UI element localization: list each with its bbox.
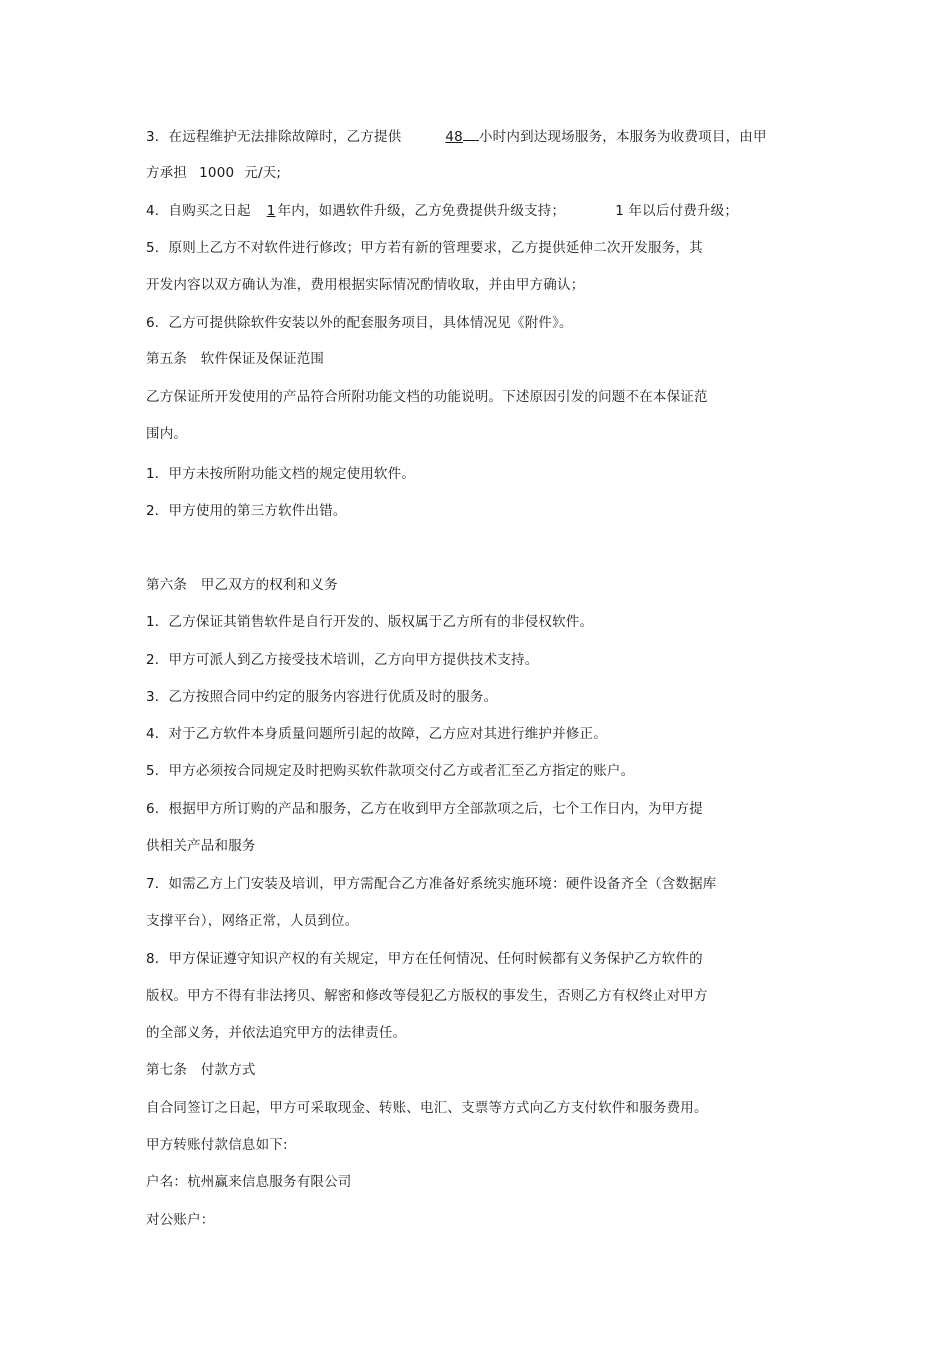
clause-text: 3．在远程维护无法排除故障时，乙方提供 xyxy=(146,129,402,145)
account-name: 户名：杭州赢来信息服务有限公司 xyxy=(146,1174,352,1190)
clause-4-item-4 xyxy=(146,203,738,219)
clause-text: 4．自购买之日起 xyxy=(146,203,251,219)
article-6-item-5: 5．甲方必须按合同规定及时把购买软件款项交付乙方或者汇至乙方指定的账户。 xyxy=(146,763,635,779)
article-6-item-8-cont2: 的全部义务，并依法追究甲方的法律责任。 xyxy=(146,1025,407,1041)
article-6-item-7-cont: 支撑平台），网络正常，人员到位。 xyxy=(146,913,359,929)
clause-4-item-5-cont: 开发内容以双方确认为准，费用根据实际情况酌情收取，并由甲方确认； xyxy=(146,277,585,293)
article-6-item-2: 2．甲方可派人到乙方接受技术培训，乙方向甲方提供技术支持。 xyxy=(146,652,539,668)
clause-text: 方承担 xyxy=(146,165,188,181)
article-5-paragraph: 乙方保证所开发使用的产品符合所附功能文档的功能说明。下述原因引发的问题不在本保证范 xyxy=(146,389,708,405)
article-7-transfer-info: 甲方转账付款信息如下: xyxy=(146,1137,288,1153)
article-5-item-2: 2．甲方使用的第三方软件出错。 xyxy=(146,503,347,519)
article-7-paragraph: 自合同签订之日起，甲方可采取现金、转账、电汇、支票等方式向乙方支付软件和服务费用。 xyxy=(146,1100,708,1116)
clause-text: 小时内到达现场服务，本服务为收费项目，由甲 xyxy=(478,129,767,145)
article-6-item-8-cont: 版权。甲方不得有非法拷贝、解密和修改等侵犯乙方版权的事发生，否则乙方有权终止对甲方 xyxy=(146,988,708,1004)
clause-text: 1 年以后付费升级； xyxy=(615,203,739,219)
article-6-title: 第六条 甲乙双方的权利和义务 xyxy=(146,577,338,593)
article-5-item-1: 1．甲方未按所附功能文档的规定使用软件。 xyxy=(146,466,416,482)
years-value: 1 xyxy=(266,203,276,219)
clause-4-item-3-cont xyxy=(146,165,281,181)
clause-text: 元/天; xyxy=(244,165,282,181)
article-5-paragraph-cont: 围内。 xyxy=(146,426,188,442)
article-6-item-6-cont: 供相关产品和服务 xyxy=(146,838,256,854)
article-6-item-8: 8．甲方保证遵守知识产权的有关规定，甲方在任何情况、任何时候都有义务保护乙方软件的 xyxy=(146,951,703,967)
fee-value: 1000 xyxy=(199,165,235,181)
corporate-account: 对公账户： xyxy=(146,1212,215,1228)
article-5-title: 第五条 软件保证及保证范围 xyxy=(146,351,325,367)
article-6-item-6: 6．根据甲方所订购的产品和服务，乙方在收到甲方全部款项之后，七个工作日内，为甲方提 xyxy=(146,801,703,817)
article-6-item-1: 1．乙方保证其销售软件是自行开发的、版权属于乙方所有的非侵权软件。 xyxy=(146,614,594,630)
article-7-title: 第七条 付款方式 xyxy=(146,1062,256,1078)
article-6-item-3: 3．乙方按照合同中约定的服务内容进行优质及时的服务。 xyxy=(146,689,498,705)
article-6-item-4: 4．对于乙方软件本身质量问题所引起的故障，乙方应对其进行维护并修正。 xyxy=(146,726,607,742)
hours-value: 48 xyxy=(445,129,463,145)
clause-4-item-6: 6．乙方可提供除软件安装以外的配套服务项目，具体情况见《附件》。 xyxy=(146,315,573,331)
clause-4-item-5: 5．原则上乙方不对软件进行修改；甲方若有新的管理要求，乙方提供延伸二次开发服务，其 xyxy=(146,240,703,256)
clause-text: 年内，如遇软件升级，乙方免费提供升级支持； xyxy=(277,203,566,219)
article-6-item-7: 7．如需乙方上门安装及培训，甲方需配合乙方准备好系统实施环境：硬件设备齐全（含数据库 xyxy=(146,876,717,892)
clause-4-item-3 xyxy=(146,128,767,145)
